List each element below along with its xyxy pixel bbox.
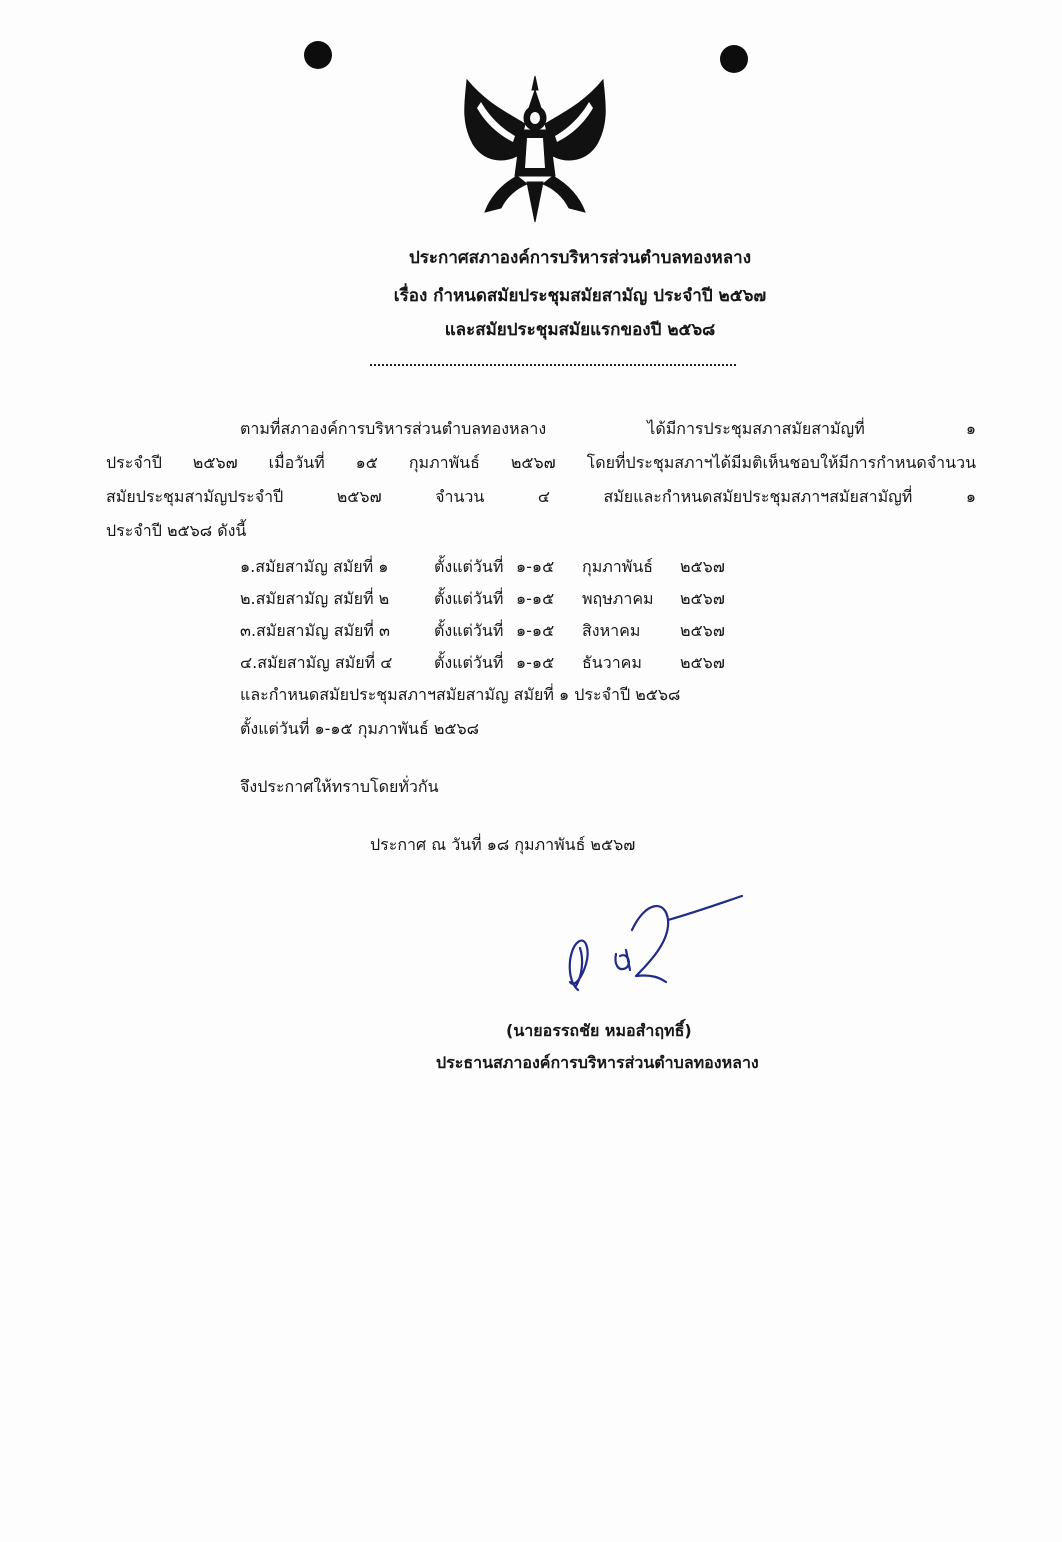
- announcement-subject-cont: และสมัยประชุมสมัยแรกของปี ๒๕๖๘: [444, 320, 716, 340]
- session-from-label: ตั้งแต่วันที่: [434, 557, 504, 576]
- paragraph-line: ประจำปี ๒๕๖๗ เมื่อวันที่ ๑๕ กุมภาพันธ์ ๒๕๖๗ โดยที่ประชุมสภาฯได้มีมติเห็นชอบให้มีการกำหนดจำนวน: [106, 453, 976, 472]
- session-month: ธันวาคม: [582, 653, 642, 672]
- session-title: ๓.สมัยสามัญ สมัยที่ ๓: [240, 621, 390, 640]
- announcement-date: ประกาศ ณ วันที่ ๑๘ กุมภาพันธ์ ๒๕๖๗: [370, 835, 636, 854]
- session-year: ๒๕๖๗: [680, 621, 725, 640]
- signer-name: (นายอรรถชัย หมอสำฤทธิ์): [506, 1021, 692, 1040]
- session-year: ๒๕๖๗: [680, 653, 725, 672]
- session-from-label: ตั้งแต่วันที่: [434, 621, 504, 640]
- punch-hole-right: [720, 45, 748, 73]
- announcement-subject: เรื่อง กำหนดสมัยประชุมสมัยสามัญ ประจำปี ๒๕๖๗: [393, 286, 767, 306]
- session-title: ๑.สมัยสามัญ สมัยที่ ๑: [240, 557, 389, 576]
- session-from-label: ตั้งแต่วันที่: [434, 589, 504, 608]
- signer-position: ประธานสภาองค์การบริหารส่วนตำบลทองหลาง: [436, 1053, 759, 1072]
- session-month: พฤษภาคม: [582, 589, 654, 608]
- session-month: สิงหาคม: [582, 621, 641, 640]
- session-title: ๒.สมัยสามัญ สมัยที่ ๒: [240, 589, 390, 608]
- handwritten-signature: [556, 890, 756, 1010]
- session-title: ๔.สมัยสามัญ สมัยที่ ๔: [240, 653, 393, 672]
- punch-hole-left: [304, 41, 332, 69]
- dotted-divider: [370, 354, 736, 366]
- session-year: ๒๕๖๗: [680, 557, 725, 576]
- next-year-session: และกำหนดสมัยประชุมสภาฯสมัยสามัญ สมัยที่ ๑ ประจำปี ๒๕๖๘: [240, 685, 681, 704]
- garuda-emblem-icon: [455, 72, 615, 230]
- session-year: ๒๕๖๗: [680, 589, 725, 608]
- session-date-range: ๑-๑๕: [516, 653, 555, 672]
- session-date-range: ๑-๑๕: [516, 589, 555, 608]
- announcement-title: ประกาศสภาองค์การบริหารส่วนตำบลทองหลาง: [409, 248, 751, 268]
- session-month: กุมภาพันธ์: [582, 557, 654, 576]
- paragraph-line: ประจำปี ๒๕๖๘ ดังนี้: [106, 521, 247, 540]
- session-date-range: ๑-๑๕: [516, 621, 555, 640]
- session-date-range: ๑-๑๕: [516, 557, 555, 576]
- closing-statement: จึงประกาศให้ทราบโดยทั่วกัน: [240, 777, 439, 796]
- next-year-session-dates: ตั้งแต่วันที่ ๑-๑๕ กุมภาพันธ์ ๒๕๖๘: [240, 719, 479, 738]
- paragraph-line: สมัยประชุมสามัญประจำปี ๒๕๖๗ จำนวน ๔ สมัยและกำหนดสมัยประชุมสภาฯสมัยสามัญที่ ๑: [106, 487, 976, 506]
- paragraph-line: ตามที่สภาองค์การบริหารส่วนตำบลทองหลาง ได้มีการประชุมสภาสมัยสามัญที่ ๑: [240, 419, 976, 438]
- session-from-label: ตั้งแต่วันที่: [434, 653, 504, 672]
